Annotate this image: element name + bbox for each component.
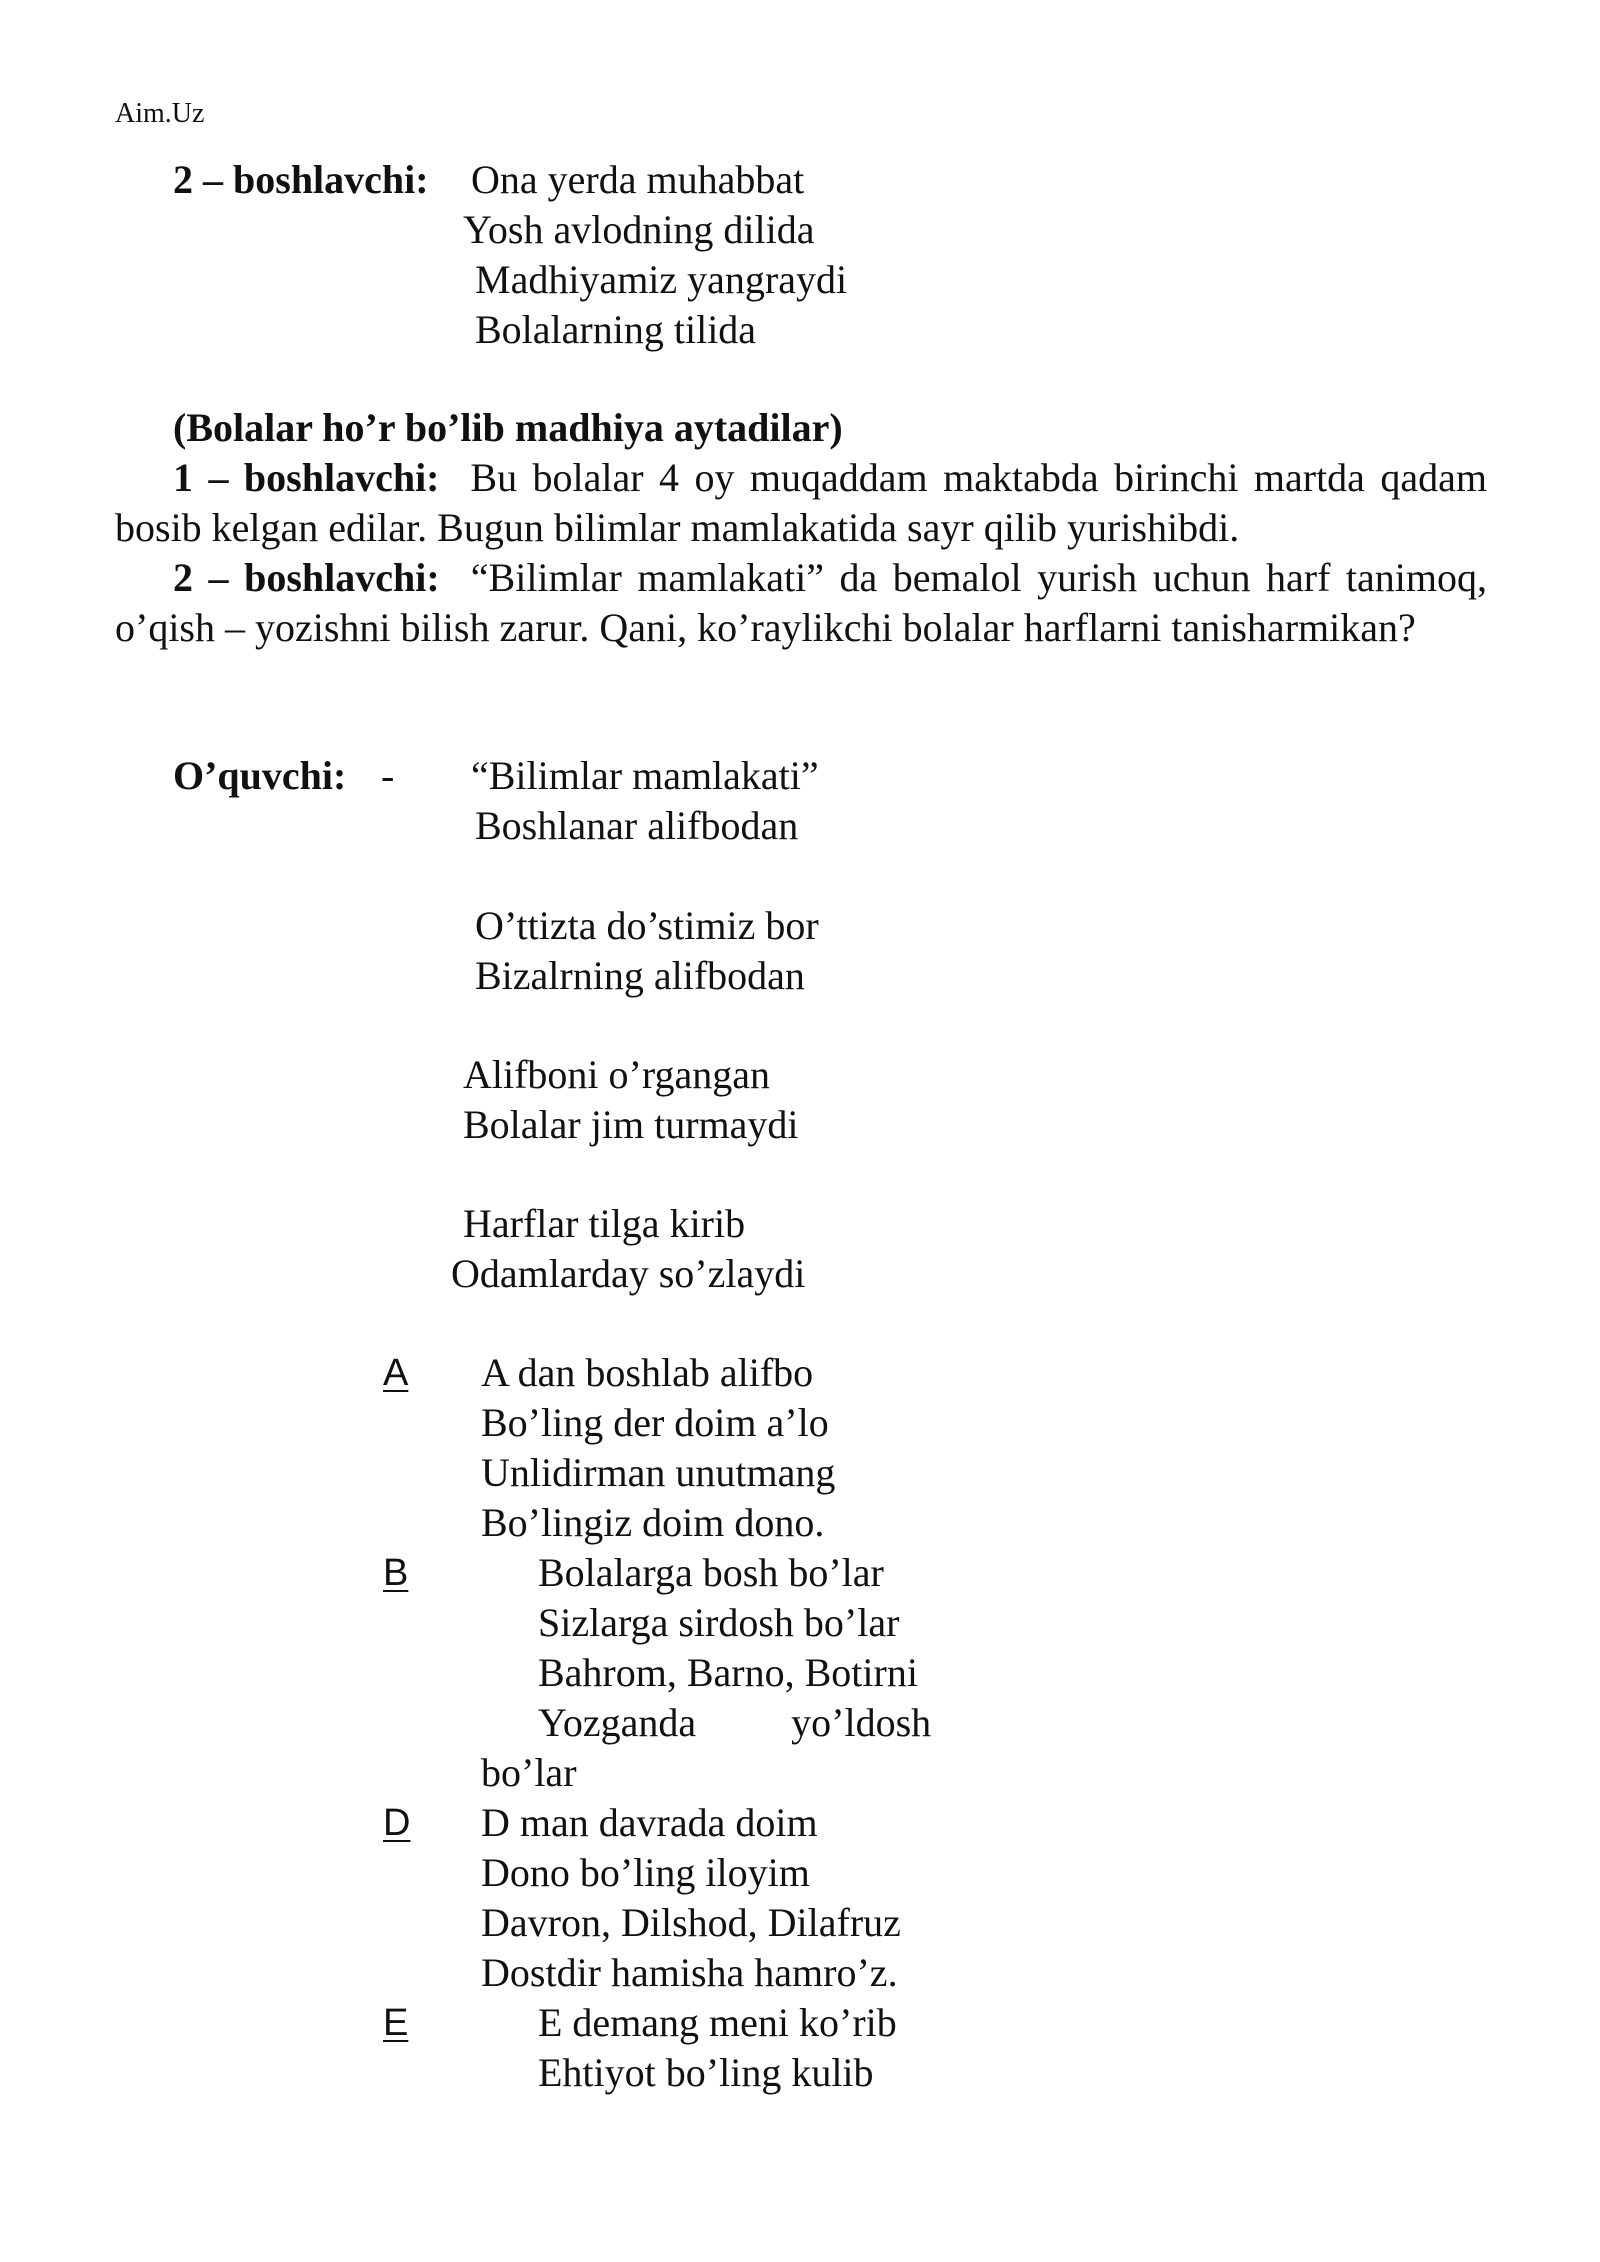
- verse-line: Dostdir hamisha hamro’z.: [481, 1950, 898, 1995]
- verse-line: Boshlanar alifbodan: [475, 803, 799, 848]
- verse-line: bo’lar: [481, 1750, 577, 1795]
- speaker-label: 2 – boshlavchi:: [173, 555, 440, 600]
- verse-line: Sizlarga sirdosh bo’lar: [538, 1600, 900, 1645]
- verse-line: Yosh avlodning dilida: [463, 207, 815, 252]
- letter-d-label: D: [383, 1802, 411, 1844]
- verse-line: O’ttizta do’stimiz bor: [475, 903, 819, 948]
- dash: -: [381, 753, 395, 798]
- verse-line: [538, 1698, 931, 1748]
- speaker-label: 2 – boshlavchi:: [173, 157, 429, 202]
- verse-line: D man davrada doim: [481, 1800, 818, 1845]
- verse-line: Davron, Dilshod, Dilafruz: [481, 1900, 901, 1945]
- verse-line: Madhiyamiz yangraydi: [475, 257, 848, 302]
- paragraph-text: Bu bolalar 4 oy muqaddam maktabda birinchi martda qadam bosib kelgan edilar. Bugun bilimlar mamlakatida sayr qilib yurishibdi.: [115, 455, 1487, 550]
- stage-direction: (Bolalar ho’r bo’lib madhiya aytadilar): [173, 405, 843, 450]
- verse-line: Bahrom, Barno, Botirni: [538, 1650, 918, 1695]
- verse-line: E demang meni ko’rib: [538, 2000, 897, 2045]
- verse-line: Bo’ling der doim a’lo: [481, 1400, 829, 1445]
- verse-line: Odamlarday so’zlaydi: [451, 1251, 806, 1296]
- verse-word: Yozganda: [538, 1700, 697, 1745]
- verse-line: Bizalrning alifbodan: [475, 953, 805, 998]
- verse-line: Bolalarning tilida: [475, 307, 757, 352]
- verse-line: Bo’lingiz doim dono.: [481, 1500, 825, 1545]
- verse-line: Ehtiyot bo’ling kulib: [538, 2050, 874, 2095]
- verse-line: Bolalarga bosh bo’lar: [538, 1550, 884, 1595]
- verse-line: “Bilimlar mamlakati”: [471, 753, 819, 798]
- paragraph: [115, 453, 1487, 553]
- verse-line: Dono bo’ling iloyim: [481, 1850, 810, 1895]
- page-header: Aim.Uz: [115, 98, 205, 129]
- letter-b-label: B: [383, 1552, 409, 1594]
- paragraph-text: “Bilimlar mamlakati” da bemalol yurish uchun harf tanimoq, o’qish – yozishni bilish zarur. Qani, ko’raylikchi bolalar harflarni tanisharmikan?: [115, 555, 1488, 650]
- speaker-label: O’quvchi:: [173, 753, 347, 798]
- verse-line: A dan boshlab alifbo: [481, 1350, 814, 1395]
- letter-a-label: A: [383, 1352, 409, 1394]
- verse-line: Ona yerda muhabbat: [471, 157, 805, 202]
- verse-line: Harflar tilga kirib: [463, 1201, 746, 1246]
- letter-e-label: E: [383, 2002, 409, 2044]
- paragraph: [115, 553, 1487, 653]
- verse-line: Bolalar jim turmaydi: [463, 1102, 799, 1147]
- verse-line: Alifboni o’rgangan: [463, 1052, 770, 1097]
- verse-word: yo’ldosh: [791, 1700, 932, 1745]
- speaker-label: 1 – boshlavchi:: [173, 455, 440, 500]
- verse-line: Unlidirman unutmang: [481, 1450, 836, 1495]
